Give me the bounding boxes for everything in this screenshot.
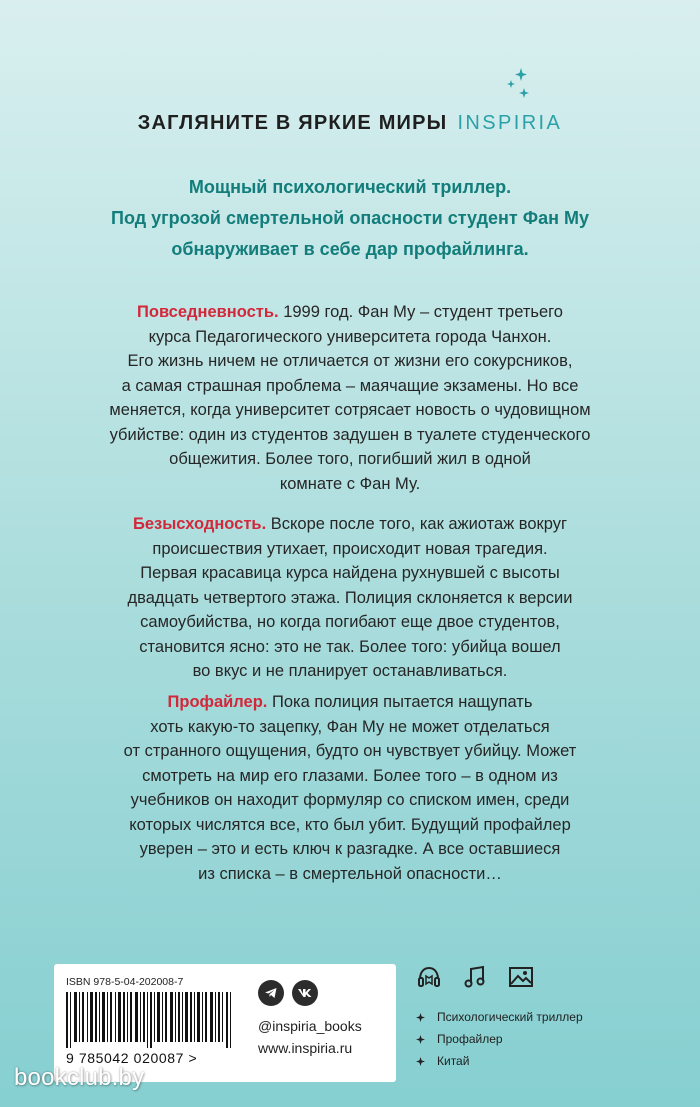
star-icon (416, 1057, 425, 1066)
paragraph-profiler (40, 690, 660, 886)
genre-label: Психологический триллер (437, 1010, 583, 1024)
paragraph-text: Вскоре после того, как ажиотаж вокруг происшествия утихает, происходит новая трагедия. Первая красавица курса найдена рухнувшей с высоты двадцать четвертого этажа. Полиция склоняется к версии самоубийства, но когда погибают еще двое студентов, становится ясно: это не так. Более того: убийца вошел во вкус и не планирует останавливаться. (127, 515, 573, 680)
paragraph-everyday (40, 300, 660, 496)
star-icon (416, 1035, 425, 1044)
sparkle-icon (503, 66, 533, 102)
audiobook-icon (416, 964, 442, 990)
social-handle[interactable]: @inspiria_books (258, 1018, 362, 1034)
paragraph-text: Пока полиция пытается нащупать хоть какую-то зацепку, Фан Му не может отделаться от странного ощущения, будто он чувствует убийцу. Может смотреть на мир его глазами. Более того – в одном из учебников он находит формуляр со списком имен, среди которых числятся все, кто был убит. Будущий профайлер уверен – это и есть ключ к разгадке. А все оставшиеся из списка – в смертельной опасности… (123, 693, 577, 883)
tagline: Мощный психологический триллер. Под угрозой смертельной опасности студент Фан Му обнаруживает в себе дар профайлинга. (111, 177, 589, 259)
brand-name: INSPIRIA (457, 111, 563, 134)
paragraph-lead: Безысходность. (132, 515, 267, 533)
barcode-digits: 9 785042 020087 > (66, 1050, 198, 1066)
star-icon (416, 1013, 425, 1022)
vk-icon[interactable] (292, 980, 318, 1006)
genre-label: Китай (437, 1054, 470, 1068)
telegram-icon[interactable] (258, 980, 284, 1006)
paragraph-text: 1999 год. Фан Му – студент третьего курса Педагогического университета города Чанхон. Его жизнь ничем не отличается от жизни его сокурсников, а самая страшная проблема – маячащие экзамены. Но все меняется, когда университет сотрясает новость о чудовищном убийстве: один из студентов задушен в туалете студенческого общежития. Более того, погибший жил в одной комнате с Фан Му. (109, 303, 591, 493)
list-item (416, 1050, 583, 1072)
paragraph-lead: Профайлер. (167, 693, 268, 711)
list-item (416, 1006, 583, 1028)
barcode-icon (66, 992, 236, 1048)
list-item (416, 1028, 583, 1050)
media-icons (416, 964, 534, 990)
series-header (0, 108, 700, 138)
paragraph-lead: Повседневность. (137, 303, 279, 321)
social-icons (258, 980, 318, 1006)
series-title: ЗАГЛЯНИТЕ В ЯРКИЕ МИРЫ (137, 111, 448, 134)
paragraph-hopelessness (40, 512, 660, 684)
image-icon (508, 964, 534, 990)
website-link[interactable]: www.inspiria.ru (258, 1040, 353, 1056)
music-icon (462, 964, 488, 990)
isbn-label: ISBN 978-5-04-202008-7 (66, 976, 184, 988)
genre-list (416, 1006, 583, 1072)
genre-label: Профайлер (437, 1032, 503, 1046)
watermark: bookclub.by (14, 1064, 145, 1091)
